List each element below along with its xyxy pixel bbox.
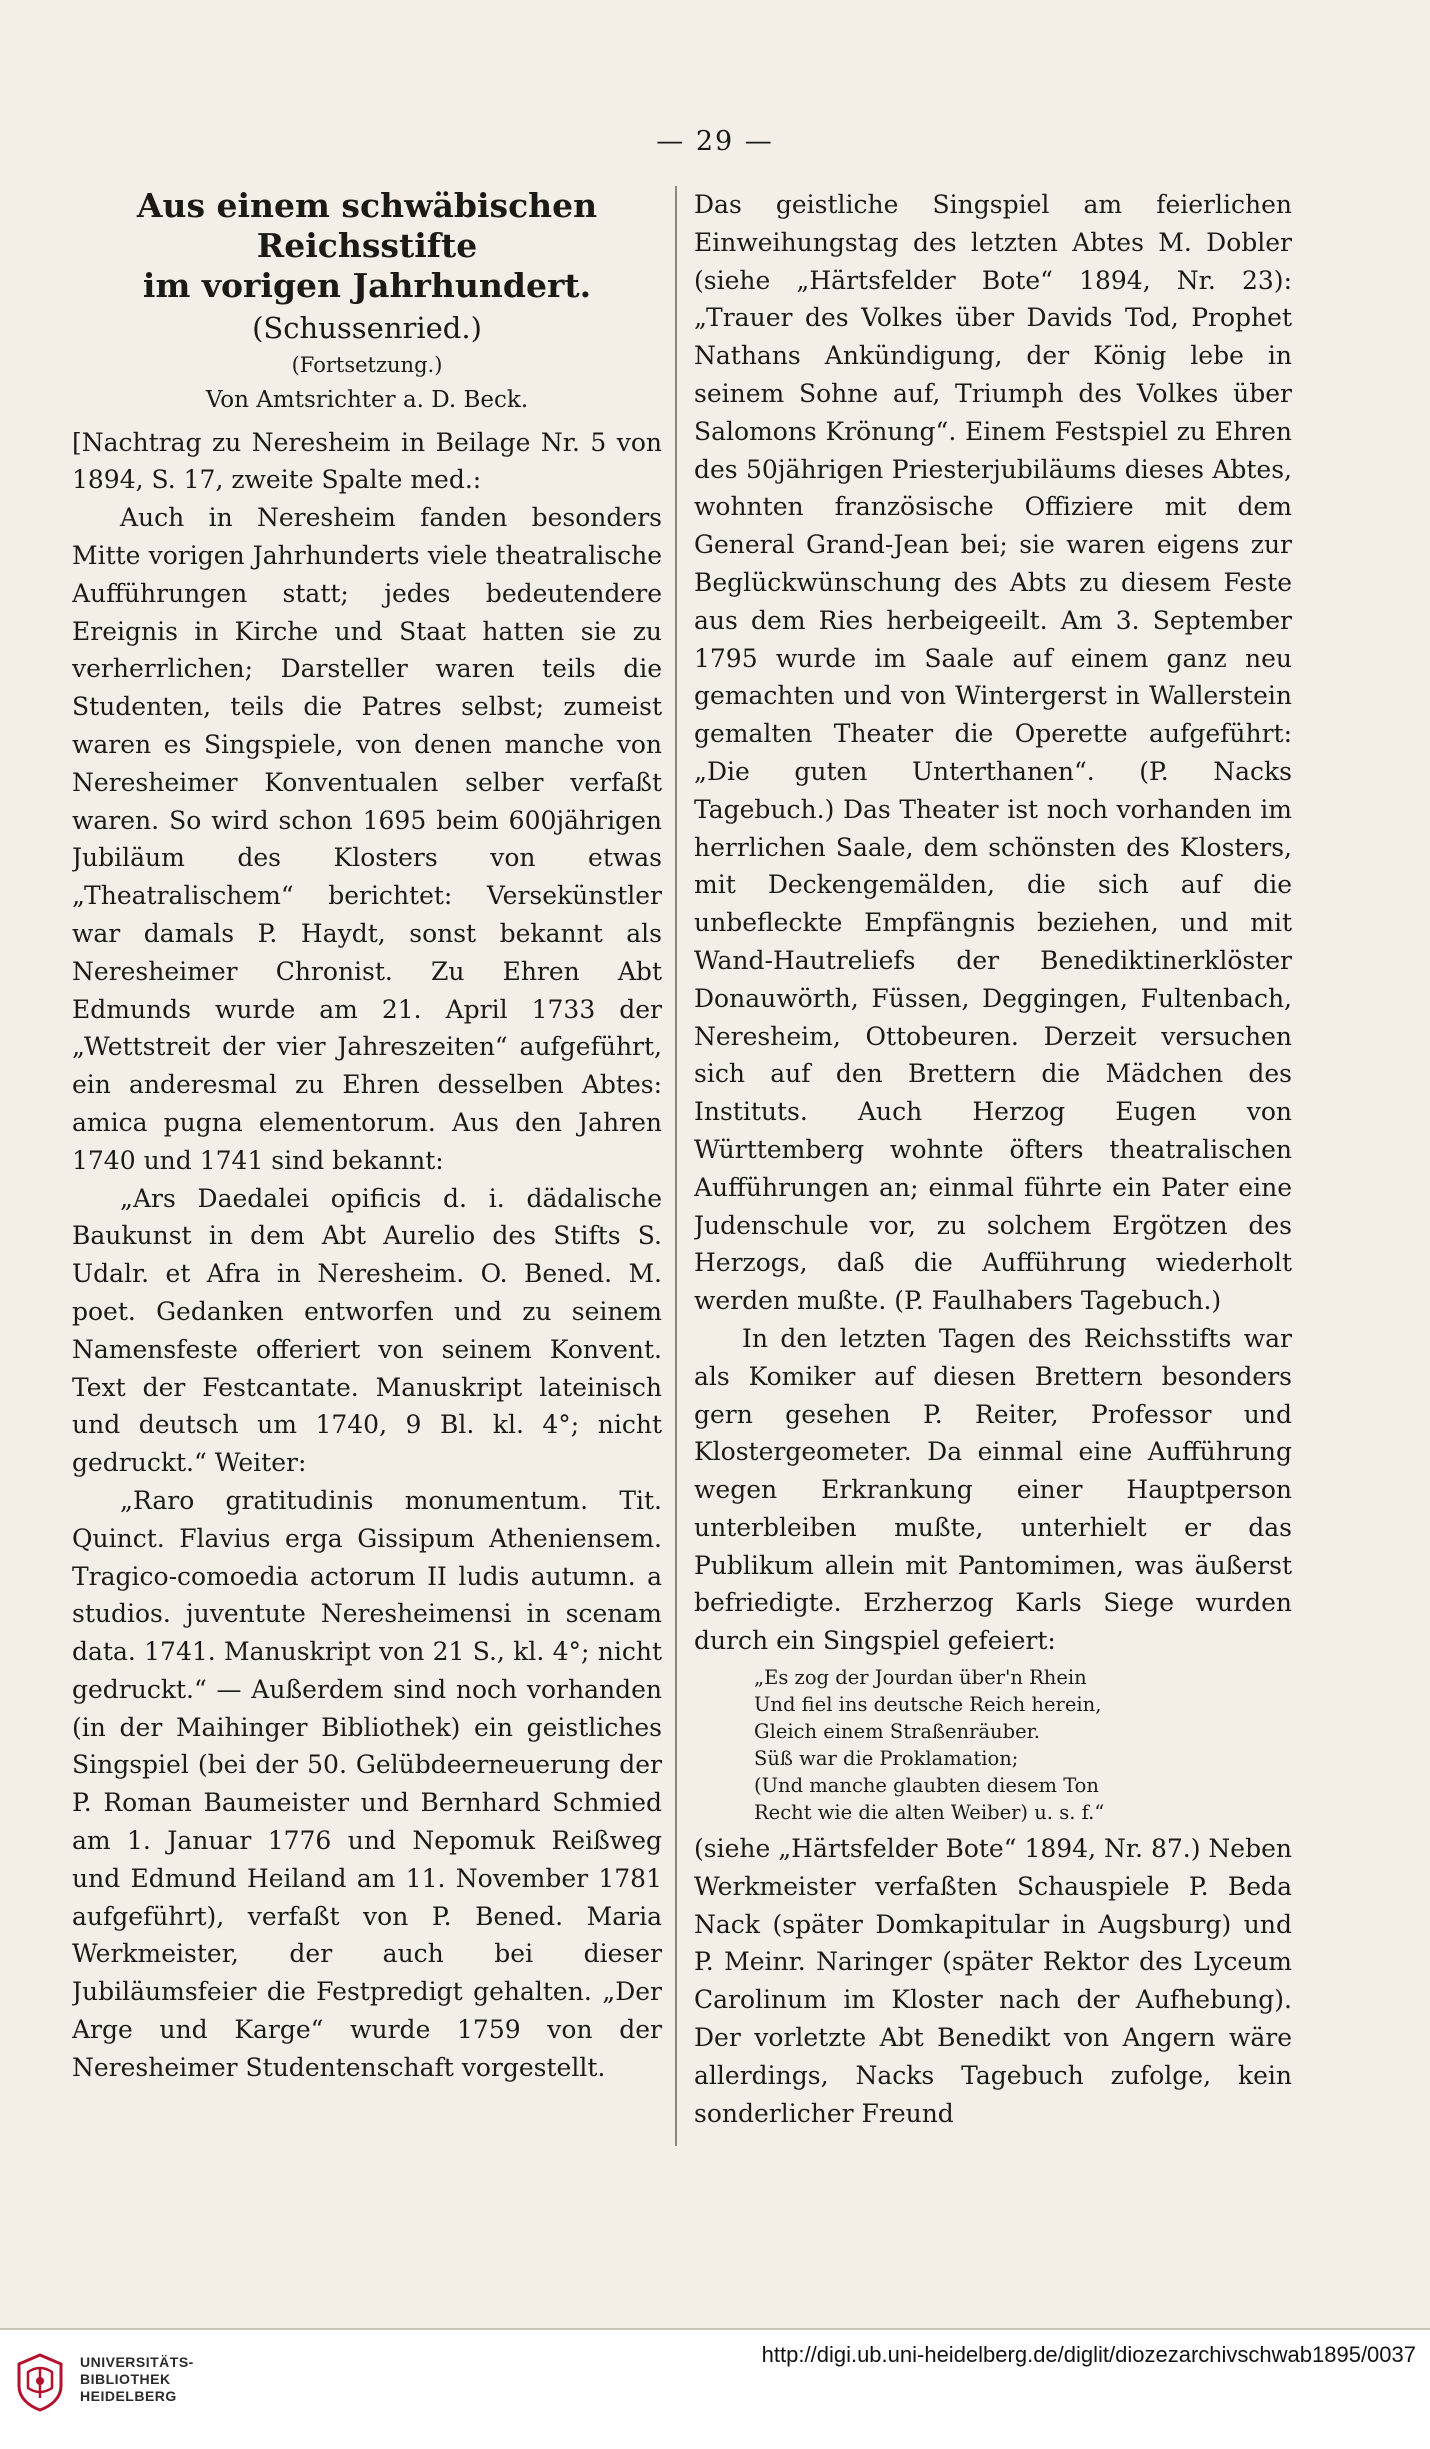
poem-line: (Und manche glaubten diesem Ton — [754, 1774, 1099, 1798]
paragraph-neresheim: Auch in Neresheim fanden besonders Mitte vorigen Jahrhunderts viele theatralische Aufführungen statt; jedes bedeutendere Ereignis in Kirche und Staat hatten sie zu verherrlichen; Darsteller waren teils die Studenten, teils die Patres selbst; zumeist waren es Singspiele, von denen manche von Neresheimer Konventualen selber verfaßt waren. So wird schon 1695 beim 600jährigen Jubiläum des Klosters von etwas „Theatralischem“ berichtet: Versekünstler war damals P. Haydt, sonst bekannt als Neresheimer Chronist. Zu Ehren Abt Edmunds wurde am 21. April 1733 der „Wettstreit der vier Jahreszeiten“ aufgeführt, ein anderesmal zu Ehren desselben Abtes: amica pugna elementorum. Aus den Jahren 1740 und 1741 sind bekannt: — [72, 503, 662, 1175]
library-name-line: UNIVERSITÄTS- — [80, 2354, 194, 2370]
column-divider — [675, 186, 677, 2146]
article-title-line-1: Aus einem schwäbischen Reichsstifte — [136, 186, 598, 265]
poem-line: Süß war die Proklamation; — [754, 1747, 1019, 1771]
paragraph-werkmeister: (siehe „Härtsfelder Bote“ 1894, Nr. 87.) Neben Werkmeister verfaßten Schauspiele P. Beda Nack (später Domkapitular in Augsburg) und P. Meinr. Naringer (später Rektor des Lyceum Carolinum im Kloster nach der Aufhebung). Der vorletzte Abt Benedikt von Angern wäre allerdings, Nacks Tagebuch zufolge, kein sonderlicher Freund — [694, 1834, 1292, 2128]
paragraph-ars-daedalei: „Ars Daedalei opificis d. i. dädalische Baukunst in dem Abt Aurelio des Stifts S. Udalr. et Afra in Neresheim. O. Bened. M. poet. Gedanken entworfen und zu seinem Namensfeste offeriert von seinem Konvent. Text der Festcantate. Manuskript lateinisch und deutsch um 1740, 9 Bl. kl. 4°; nicht gedruckt.“ Weiter: — [72, 1183, 662, 1478]
paragraph-raro-gratitudinis: „Raro gratitudinis monumentum. Tit. Quinct. Flavius erga Gissipum Atheniensem. Tragico-comoedia actorum II ludis autumn. a studios. juventute Neresheimensi in scenam data. 1741. Manuskript von 21 S., kl. 4°; nicht gedruckt.“ — Außerdem sind noch vorhanden (in der Maihinger Bibliothek) ein geistliches Singspiel (bei der 50. Gelübdeerneuerung der P. Roman Baumeister und Bernhard Schmied am 1. Januar 1776 und Nepomuk Reißweg und Edmund Heiland am 11. November 1781 aufgeführt), verfaßt von P. Bened. Maria Werkmeister, der auch bei dieser Jubiläumsfeier die Festpredigt gehalten. „Der Arge und Karge“ wurde 1759 von der Neresheimer Studentenschaft vorgestellt. — [72, 1485, 662, 2082]
article-title — [72, 186, 662, 306]
paragraph-reichsstift: In den letzten Tagen des Reichsstifts war als Komiker auf diesen Brettern besonders gern gesehen P. Reiter, Professor und Klostergeometer. Da einmal eine Aufführung wegen Erkrankung einer Hauptperson unterbleiben mußte, unterhielt er das Publikum allein mit Pantomimen, was äußerst befriedigte. Erzherzog Karls Siege wurden durch ein Singspiel gefeiert: — [694, 1323, 1292, 1656]
poem — [754, 1664, 1292, 1826]
library-name-line: HEIDELBERG — [80, 2388, 177, 2404]
left-column — [72, 186, 662, 2146]
library-name — [80, 2354, 194, 2405]
library-footer — [0, 2330, 1430, 2449]
right-column — [694, 186, 1292, 2146]
article-subtitle: (Schussenried.) — [252, 311, 482, 345]
poem-line: Recht wie die alten Weiber) u. s. f.“ — [754, 1801, 1105, 1825]
continuation-note: (Fortsetzung.) — [291, 352, 443, 377]
article-title-line-2: im vorigen Jahrhundert. — [142, 266, 592, 305]
paragraph-singspiel: Das geistliche Singspiel am feierlichen Einweihungstag des letzten Abtes M. Dobler (siehe „Härtsfelder Bote“ 1894, Nr. 23): „Trauer des Volkes über Davids Tod, Prophet Nathans Ankündigung, der König lebe in seinem Sohne auf, Triumph des Volkes über Salomons Krönung“. Einem Festspiel zu Ehren des 50jährigen Priesterjubiläums dieses Abtes, wohnten französische Offiziere mit dem General Grand-Jean bei; sie waren eigens zur Beglückwünschung des Abts zu diesem Feste aus dem Ries herbeigeeilt. Am 3. September 1795 wurde im Saale auf einem ganz neu gemachten und von Wintergerst in Wallerstein gemalten Theater die Operette aufgeführt: „Die guten Unterthanen“. (P. Nacks Tagebuch.) Das Theater ist noch vorhanden im herrlichen Saale, dem schönsten des Klosters, mit Deckengemälden, die sich auf die unbefleckte Empfängnis beziehen, und mit Wand-Hautreliefs der Benediktinerklöster Donauwörth, Füssen, Deggingen, Fultenbach, Neresheim, Ottobeuren. Derzeit versuchen sich auf den Brettern die Mädchen des Instituts. Auch Herzog Eugen von Württemberg wohnte öfters theatralischen Aufführungen an; einmal führte ein Pater eine Judenschule vor, zu solchem Ergötzen des Herzogs, daß die Aufführung wiederholt werden mußte. (P. Faulhabers Tagebuch.) — [694, 190, 1292, 1316]
permalink-url[interactable]: http://digi.ub.uni-heidelberg.de/diglit/diozezarchivschwab1895/0037 — [761, 2342, 1416, 2367]
library-name-line: BIBLIOTHEK — [80, 2371, 171, 2387]
paragraph-addendum: [Nachtrag zu Neresheim in Beilage Nr. 5 von 1894, S. 17, zweite Spalte med.: — [72, 427, 662, 495]
poem-line: Gleich einem Straßenräuber. — [754, 1720, 1041, 1744]
page-number: — 29 — — [656, 126, 774, 157]
poem-line: „Es zog der Jourdan über'n Rhein — [754, 1666, 1087, 1690]
author-line: Von Amtsrichter a. D. Beck. — [205, 386, 529, 413]
poem-line: Und fiel ins deutsche Reich herein, — [754, 1693, 1102, 1717]
university-seal-icon — [14, 2352, 66, 2412]
